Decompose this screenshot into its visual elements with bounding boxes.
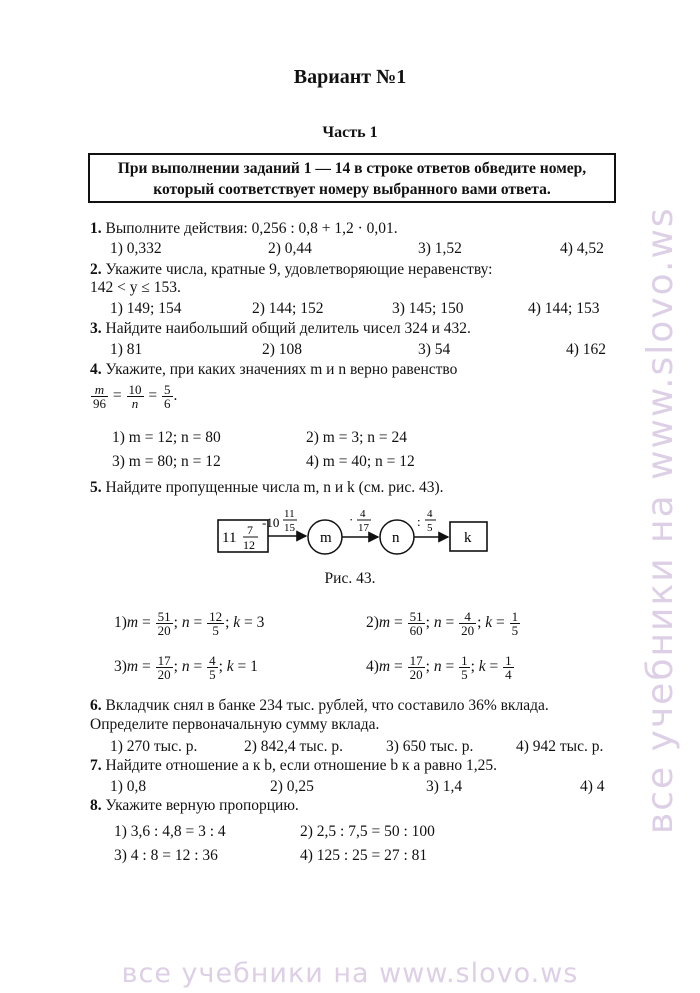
- question-number: 5.: [90, 479, 102, 496]
- question-number: 3.: [90, 320, 102, 337]
- option-5-4: 4)m = $\frac{17}{20}$ ; n = $\frac{1}{5}$ ; k = $\frac{1}{4}$: [366, 653, 512, 682]
- node-n-label: n: [392, 530, 400, 546]
- option-2-2: 2) 144; 152: [252, 300, 324, 317]
- op1-prefix: -10: [262, 515, 280, 530]
- option-6-2: 2) 842,4 тыс. р.: [244, 738, 343, 755]
- node-m-label: m: [320, 530, 332, 546]
- page-title: Вариант №1: [293, 66, 407, 88]
- watermark-bottom: все учебники на www.slovo.ws: [121, 958, 579, 989]
- question-5: [90, 479, 444, 497]
- question-number: 2.: [90, 261, 102, 278]
- question-7: [90, 757, 497, 775]
- question-3: [90, 320, 471, 338]
- instruction-line-2: который соответствует номеру выбранного вами ответа.: [153, 181, 551, 198]
- option-7-3: 3) 1,4: [426, 778, 463, 795]
- question-number: 7.: [90, 757, 102, 774]
- question-8: [90, 797, 299, 815]
- option-2-3: 3) 145; 150: [392, 300, 464, 317]
- start-num: 7: [247, 523, 253, 537]
- question-text: Укажите числа, кратные 9, удовлетворяющие неравенству:: [105, 261, 493, 278]
- option-2-1: 1) 149; 154: [110, 300, 182, 317]
- watermark-side: все учебники на www.slovo.ws: [640, 206, 681, 834]
- instruction-box: [88, 153, 616, 203]
- question-number: 6.: [90, 697, 102, 714]
- question-text: Вкладчик снял в банке 234 тыс. рублей, что составило 36% вклада.: [105, 697, 549, 714]
- fraction: $\frac{5}{6}$: [164, 382, 171, 411]
- question-2-inequality: 142 < y ≤ 153.: [90, 279, 181, 296]
- option-1-1: 1) 0,332: [110, 240, 162, 257]
- op2-num: 4: [360, 508, 366, 520]
- question-number: 8.: [90, 797, 102, 814]
- option-4-4: 4) m = 40; n = 12: [306, 453, 415, 470]
- option-3-2: 2) 108: [262, 341, 303, 358]
- question-text: Укажите верную пропорцию.: [105, 797, 299, 814]
- op2-prefix: ·: [349, 512, 354, 527]
- question-number: 4.: [90, 361, 102, 378]
- question-text: Найдите отношение a к b, если отношение b к a равно 1,25.: [105, 757, 497, 774]
- option-8-4: 4) 125 : 25 = 27 : 81: [300, 847, 428, 864]
- option-7-1: 1) 0,8: [110, 778, 147, 795]
- figure-caption: Рис. 43.: [324, 570, 376, 587]
- option-4-3: 3) m = 80; n = 12: [112, 453, 221, 470]
- question-6-line-2: Определите первоначальную сумму вклада.: [90, 716, 380, 733]
- option-3-1: 1) 81: [110, 341, 143, 358]
- op3-prefix: :: [417, 514, 421, 529]
- question-text: Найдите наибольший общий делитель чисел 324 и 432.: [105, 320, 471, 337]
- option-7-2: 2) 0,25: [270, 778, 314, 795]
- option-8-3: 3) 4 : 8 = 12 : 36: [114, 847, 218, 864]
- op2-den: 17: [358, 522, 369, 534]
- option-1-3: 3) 1,52: [418, 240, 462, 257]
- part-heading: Часть 1: [322, 124, 378, 141]
- flow-diagram: [210, 500, 500, 565]
- op1-num: 11: [284, 508, 295, 520]
- op3-num: 4: [427, 508, 433, 520]
- question-4: [90, 361, 457, 379]
- option-1-4: 4) 4,52: [560, 240, 604, 257]
- option-4-1: 1) m = 12; n = 80: [112, 429, 221, 446]
- option-6-1: 1) 270 тыс. р.: [110, 738, 198, 755]
- option-6-4: 4) 942 тыс. р.: [516, 738, 604, 755]
- option-8-1: 1) 3,6 : 4,8 = 3 : 4: [114, 823, 226, 840]
- fraction: $\frac{m}{96}$: [93, 382, 106, 411]
- question-6: [90, 697, 549, 715]
- option-5-1: 1)m = $\frac{51}{20}$ ; n = $\frac{12}{5}$ ; k = 3: [114, 609, 265, 638]
- option-2-4: 4) 144; 153: [528, 300, 600, 317]
- fraction: $\frac{10}{n}$: [128, 382, 142, 411]
- option-3-4: 4) 162: [566, 341, 607, 358]
- equation-4: $\frac{m}{96}$ = $\frac{10}{n}$ = $\frac{5}{6}$ .: [93, 382, 178, 411]
- option-5-2: 2)m = $\frac{51}{60}$ ; n = $\frac{4}{20}$ ; k = $\frac{1}{5}$: [366, 609, 519, 638]
- option-5-3: 3)m = $\frac{17}{20}$ ; n = $\frac{4}{5}$ ; k = 1: [114, 653, 258, 682]
- option-8-2: 2) 2,5 : 7,5 = 50 : 100: [300, 823, 435, 840]
- question-number: 1.: [90, 220, 102, 237]
- op1-den: 15: [284, 522, 295, 534]
- question-1: [90, 220, 398, 238]
- start-whole: 11: [222, 530, 237, 546]
- option-7-4: 4) 4: [580, 778, 605, 795]
- option-3-3: 3) 54: [418, 341, 451, 358]
- option-6-3: 3) 650 тыс. р.: [386, 738, 474, 755]
- question-2: [90, 261, 492, 279]
- op3-den: 5: [427, 522, 433, 534]
- option-4-2: 2) m = 3; n = 24: [306, 429, 408, 446]
- option-1-2: 2) 0,44: [268, 240, 312, 257]
- question-text: Найдите пропущенные числа m, n и k (см. рис. 43).: [105, 479, 444, 496]
- start-den: 12: [243, 538, 255, 552]
- question-text: Выполните действия: 0,256 : 0,8 + 1,2 · 0,01.: [105, 220, 398, 237]
- question-text: Укажите, при каких значениях m и n верно равенство: [105, 361, 458, 378]
- instruction-line-1: При выполнении заданий 1 — 14 в строке ответов обведите номер,: [117, 160, 587, 177]
- node-k-label: k: [464, 530, 472, 546]
